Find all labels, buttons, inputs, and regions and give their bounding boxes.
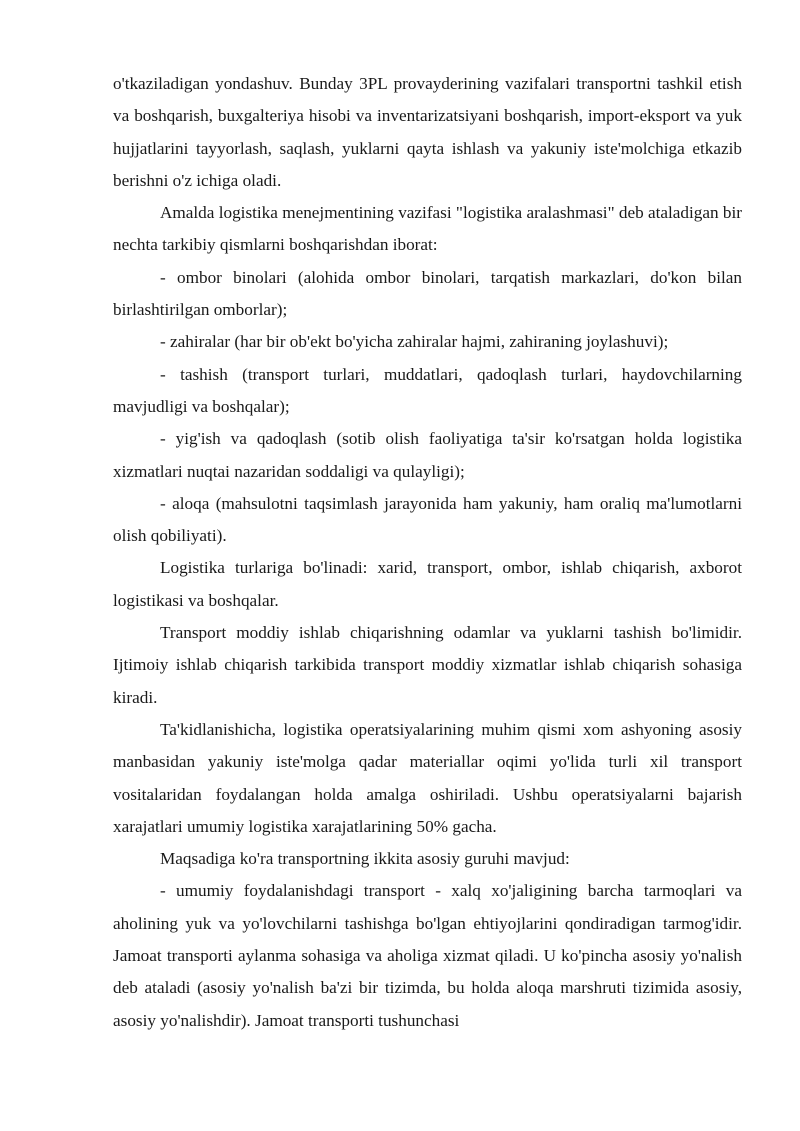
paragraph-transport-definition: Transport moddiy ishlab chiqarishning odamlar va yuklarni tashish bo'limidir. Ijtimoiy ishlab chiqarish tarkibida transport moddiy xizmatlar ishlab chiqarish sohasiga kiradi. [113, 623, 742, 707]
list-item-inventory: - zahiralar (har bir ob'ekt bo'yicha zahiralar hajmi, zahiraning joylashuvi); [160, 332, 669, 352]
list-item-warehouses: - ombor binolari (alohida ombor binolari, tarqatish markazlari, do'kon bilan birlashtirilgan omborlar); [113, 267, 742, 320]
list-item-transportation: - tashish (transport turlari, muddatlari, qadoqlash turlari, haydovchilarning mavjudligi va boshqalar); [113, 364, 742, 416]
list-item-public-transport: - umumiy foydalanishdagi transport - xalq xo'jaligining barcha tarmoqlari va aholining yuk va yo'lovchilarni tashishga bo'lgan ehtiyojlarini qondiradigan tarmog'idir. Jamoat transporti aylanma sohasiga va aholiga xizmat qiladi. U ko'pincha asosiy yo'nalish deb ataladi (asosiy yo'nalish ba'zi bir tizimda, bu holda aloqa marshruti tizimida asosiy, asosiy yo'nalishdir). Jamoat transporti tushunchasi [113, 881, 742, 1030]
document-page [113, 68, 742, 1037]
paragraph-logistics-mix: Amalda logistika menejmentining vazifasi "logistika aralashmasi" deb ataladigan bir nechta tarkibiy qismlarni boshqarishdan iborat: [113, 203, 743, 255]
paragraph-logistics-types: Logistika turlariga bo'linadi: xarid, transport, ombor, ishlab chiqarish, axborot logistikasi va boshqalar. [113, 558, 742, 610]
paragraph-logistics-operations: Ta'kidlanishicha, logistika operatsiyalarining muhim qismi xom ashyoning asosiy manbasidan yakuniy iste'molga qadar materiallar oqimi yo'lida turli xil transport vositalaridan foydalangan holda amalga oshiriladi. Ushbu operatsiyalarni bajarish xarajatlari umumiy logistika xarajatlarining 50% gacha. [113, 719, 742, 836]
list-item-communication: - aloqa (mahsulotni taqsimlash jarayonida ham yakuniy, ham oraliq ma'lumotlarni olish qobiliyati). [113, 493, 742, 546]
list-item-packaging: - yig'ish va qadoqlash (sotib olish faoliyatiga ta'sir ko'rsatgan holda logistika xizmatlari nuqtai nazaridan soddaligi va qulayligi); [113, 429, 742, 481]
paragraph-continuation: o'tkaziladigan yondashuv. Bunday 3PL provayderining vazifalari transportni tashkil etish va boshqarish, buxgalteriya hisobi va inventarizatsiyani boshqarish, import-eksport va yuk hujjatlarini tayyorlash, saqlash, yuklarni qayta ishlash va yakuniy iste'molchiga etkazib berishni o'z ichiga oladi. [113, 74, 742, 190]
paragraph-transport-groups: Maqsadiga ko'ra transportning ikkita asosiy guruhi mavjud: [160, 849, 570, 869]
